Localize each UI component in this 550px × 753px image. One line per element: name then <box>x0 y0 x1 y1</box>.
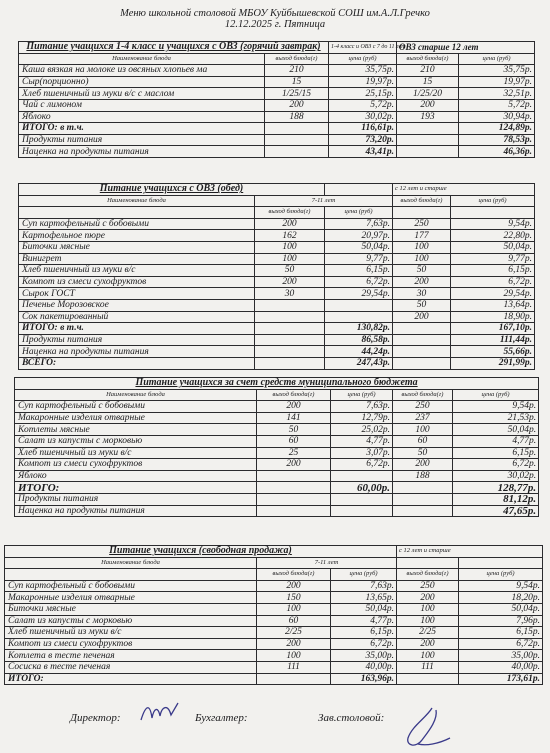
price: 18,90р. <box>451 311 535 323</box>
table-row <box>15 447 539 459</box>
markup-label: Наценка на продукты питания <box>19 346 255 358</box>
col-out-header: выход блюда(г) <box>257 389 331 401</box>
total-value: 163,96р. <box>331 673 397 685</box>
free-sale-group1: 7-11 лет <box>257 557 397 569</box>
price <box>331 470 393 482</box>
total-label: ИТОГО: <box>5 673 257 685</box>
table-row <box>19 218 535 230</box>
portion-weight: 100 <box>255 241 325 253</box>
products-label: Продукты питания <box>19 334 255 346</box>
markup-value: 43,41р. <box>329 146 397 158</box>
price: 19,97р. <box>459 76 535 88</box>
dish-name: Макаронные изделия отварные <box>15 412 257 424</box>
grand-total-value: 291,99р. <box>451 357 535 369</box>
portion-weight: 210 <box>265 65 329 77</box>
price: 32,51р. <box>459 88 535 100</box>
portion-weight: 111 <box>257 661 331 673</box>
dish-name: Хлеб пшеничный из муки в/с <box>15 447 257 459</box>
school-title: Меню школьной столовой МБОУ Куйбышевской СОШ им.А.Л.Гречко <box>120 8 430 19</box>
price: 22,80р. <box>451 230 535 242</box>
grand-total-label: ВСЕГО: <box>19 357 255 369</box>
portion-weight: 60 <box>257 435 331 447</box>
products-label: Продукты питания <box>15 493 257 505</box>
dish-name: Суп картофельный с бобовыми <box>5 580 257 592</box>
price: 6,72р. <box>325 276 393 288</box>
portion-weight: 30 <box>255 288 325 300</box>
menu-date: 12.12.2025 г. Пятница <box>224 19 326 30</box>
table-row <box>5 592 543 604</box>
portion-weight: 200 <box>393 459 453 471</box>
price <box>325 299 393 311</box>
lunch-table <box>18 183 535 370</box>
price: 6,15р. <box>331 627 397 639</box>
portion-weight: 200 <box>255 218 325 230</box>
price: 50,04р. <box>459 603 543 615</box>
table-row <box>15 424 539 436</box>
portion-weight: 200 <box>257 638 331 650</box>
portion-weight: 100 <box>393 241 451 253</box>
price <box>325 311 393 323</box>
price: 7,63р. <box>331 401 393 413</box>
portion-weight: 200 <box>397 638 459 650</box>
portion-weight: 162 <box>255 230 325 242</box>
dish-name: Хлеб пшеничный из муки в/с с маслом <box>19 88 265 100</box>
total-value: 116,61р. <box>329 123 397 135</box>
canteen-head-signature <box>398 700 458 750</box>
col-price-header: цена (руб) <box>331 569 397 581</box>
portion-weight: 50 <box>393 265 451 277</box>
price: 6,72р. <box>459 638 543 650</box>
price: 6,72р. <box>331 459 393 471</box>
breakfast-group2: ОВЗ старше 12 лет <box>397 42 535 54</box>
markup-value: 47,65р. <box>453 505 539 517</box>
municipal-table <box>14 377 539 517</box>
price: 35,00р. <box>459 650 543 662</box>
price: 40,00р. <box>331 661 397 673</box>
accountant-label: Бухгалтер: <box>195 712 248 724</box>
municipal-title: Питание учащихся за счет средств муниципального бюджета <box>15 378 539 390</box>
price: 9,77р. <box>451 253 535 265</box>
table-row <box>15 435 539 447</box>
portion-weight: 50 <box>257 424 331 436</box>
table-row <box>15 401 539 413</box>
price: 5,72р. <box>459 99 535 111</box>
price: 7,96р. <box>459 615 543 627</box>
markup-value: 46,36р. <box>459 146 535 158</box>
table-row <box>15 412 539 424</box>
dish-name: Компот из смеси сухофруктов <box>15 459 257 471</box>
canteen-head-label: Зав.столовой: <box>318 712 385 724</box>
lunch-group2: с 12 лет и старше <box>393 184 535 196</box>
dish-name: Салат из капусты с морковью <box>15 435 257 447</box>
dish-name: Котлеты мясные <box>15 424 257 436</box>
lunch-title: Питание учащихся с ОВЗ (обед) <box>19 184 325 196</box>
price: 25,15р. <box>329 88 397 100</box>
portion-weight: 1/25/20 <box>397 88 459 100</box>
table-row <box>19 265 535 277</box>
portion-weight <box>255 311 325 323</box>
portion-weight: 200 <box>393 276 451 288</box>
portion-weight: 250 <box>393 401 453 413</box>
price: 6,15р. <box>459 627 543 639</box>
dish-name: Хлеб пшеничный из муки в/с <box>5 627 257 639</box>
price: 30,02р. <box>453 470 539 482</box>
table-row <box>5 615 543 627</box>
markup-label: Наценка на продукты питания <box>19 146 265 158</box>
total-value: 130,82р. <box>325 323 393 335</box>
lunch-group1: 7-11 лет <box>255 195 393 207</box>
portion-weight: 2/25 <box>397 627 459 639</box>
price: 4,77р. <box>331 615 397 627</box>
table-row <box>19 65 535 77</box>
portion-weight <box>257 470 331 482</box>
portion-weight: 100 <box>255 253 325 265</box>
col-out-header: выход блюда(г) <box>255 207 325 219</box>
director-signature <box>138 700 184 726</box>
markup-label: Наценка на продукты питания <box>15 505 257 517</box>
portion-weight: 50 <box>393 299 451 311</box>
price: 4,77р. <box>453 435 539 447</box>
total-label: ИТОГО: в т.ч. <box>19 123 265 135</box>
table-row <box>15 459 539 471</box>
col-out-header: выход блюда(г) <box>397 53 459 65</box>
table-row <box>19 230 535 242</box>
price: 35,75р. <box>329 65 397 77</box>
price: 29,54р. <box>451 288 535 300</box>
price: 21,53р. <box>453 412 539 424</box>
portion-weight: 200 <box>397 592 459 604</box>
col-price-header: цена (руб) <box>459 53 535 65</box>
portion-weight: 60 <box>257 615 331 627</box>
products-value: 78,53р. <box>459 134 535 146</box>
products-value: 86,58р. <box>325 334 393 346</box>
free-sale-table <box>4 545 543 685</box>
dish-name: Картофельное пюре <box>19 230 255 242</box>
dish-name: Биточки мясные <box>5 603 257 615</box>
price: 3,07р. <box>331 447 393 459</box>
col-out-header: выход блюда(г) <box>393 389 453 401</box>
total-value: 124,89р. <box>459 123 535 135</box>
price: 50,04р. <box>451 241 535 253</box>
dish-name: Каша вязкая на молоке из овсяных хлопьев ма <box>19 65 265 77</box>
price: 7,63р. <box>331 580 397 592</box>
col-out-header: выход блюда(г) <box>393 195 451 207</box>
table-row <box>5 603 543 615</box>
price: 25,02р. <box>331 424 393 436</box>
products-value: 111,44р. <box>451 334 535 346</box>
col-out-header: выход блюда(г) <box>265 53 329 65</box>
col-price-header: цена (руб) <box>453 389 539 401</box>
price: 50,04р. <box>325 241 393 253</box>
portion-weight: 50 <box>255 265 325 277</box>
total-label: ИТОГО: <box>15 482 257 494</box>
portion-weight: 100 <box>397 603 459 615</box>
col-name-header: Наименование блюда <box>19 195 255 207</box>
portion-weight: 200 <box>397 99 459 111</box>
table-row <box>5 650 543 662</box>
price: 9,54р. <box>453 401 539 413</box>
col-price-header: цена (руб) <box>451 195 535 207</box>
col-out-header: выход блюда(г) <box>257 569 331 581</box>
price: 5,72р. <box>329 99 397 111</box>
price: 19,97р. <box>329 76 397 88</box>
markup-value: 44,24р. <box>325 346 393 358</box>
director-label: Директор: <box>70 712 121 724</box>
col-price-header: цена (руб) <box>325 207 393 219</box>
dish-name: Сосиска в тесте печеная <box>5 661 257 673</box>
price: 9,54р. <box>451 218 535 230</box>
breakfast-title: Питание учащихся 1-4 класс и учащихся с ОВЗ (горячий завтрак) <box>19 42 329 54</box>
table-row <box>19 99 535 111</box>
portion-weight: 100 <box>257 650 331 662</box>
price: 9,77р. <box>325 253 393 265</box>
portion-weight: 150 <box>257 592 331 604</box>
dish-name: Салат из капусты с морковью <box>5 615 257 627</box>
col-price-header: цена (руб) <box>329 53 397 65</box>
portion-weight: 15 <box>397 76 459 88</box>
table-row <box>19 299 535 311</box>
dish-name: Винигрет <box>19 253 255 265</box>
total-value: 173,61р. <box>459 673 543 685</box>
table-row <box>19 111 535 123</box>
portion-weight: 15 <box>265 76 329 88</box>
dish-name: Хлеб пшеничный из муки в/с <box>19 265 255 277</box>
price: 13,65р. <box>331 592 397 604</box>
price: 6,72р. <box>453 459 539 471</box>
price: 35,00р. <box>331 650 397 662</box>
portion-weight: 50 <box>393 447 453 459</box>
markup-value: 55,66р. <box>451 346 535 358</box>
price: 6,15р. <box>451 265 535 277</box>
price: 30,94р. <box>459 111 535 123</box>
price: 6,15р. <box>325 265 393 277</box>
portion-weight: 100 <box>397 615 459 627</box>
price: 12,79р. <box>331 412 393 424</box>
products-label: Продукты питания <box>19 134 265 146</box>
portion-weight: 200 <box>393 311 451 323</box>
dish-name: Сырок ГОСТ <box>19 288 255 300</box>
table-row <box>19 253 535 265</box>
portion-weight: 250 <box>397 580 459 592</box>
table-row <box>19 76 535 88</box>
dish-name: Компот из смеси сухофруктов <box>5 638 257 650</box>
portion-weight: 200 <box>257 580 331 592</box>
table-row <box>19 276 535 288</box>
col-price-header: цена (руб) <box>331 389 393 401</box>
breakfast-table <box>18 41 535 158</box>
total-label: ИТОГО: в т.ч. <box>19 323 255 335</box>
dish-name: Печенье Морозовское <box>19 299 255 311</box>
table-row <box>15 470 539 482</box>
portion-weight: 188 <box>393 470 453 482</box>
dish-name: Сыр(порционно) <box>19 76 265 88</box>
price: 6,72р. <box>331 638 397 650</box>
table-row <box>5 627 543 639</box>
price: 6,15р. <box>453 447 539 459</box>
price: 13,64р. <box>451 299 535 311</box>
price: 9,54р. <box>459 580 543 592</box>
price: 50,04р. <box>453 424 539 436</box>
dish-name: Яблоко <box>15 470 257 482</box>
dish-name: Сок пакетированный <box>19 311 255 323</box>
price: 18,20р. <box>459 592 543 604</box>
dish-name: Котлета в тесте печеная <box>5 650 257 662</box>
col-name-header: Наименование блюда <box>5 557 257 569</box>
table-row <box>5 638 543 650</box>
dish-name: Суп картофельный с бобовыми <box>19 218 255 230</box>
dish-name: Биточки мясные <box>19 241 255 253</box>
total-value: 60,00р. <box>331 482 393 494</box>
price: 29,54р. <box>325 288 393 300</box>
portion-weight: 210 <box>397 65 459 77</box>
free-sale-title: Питание учащихся (свободная продажа) <box>5 546 397 558</box>
portion-weight: 193 <box>397 111 459 123</box>
portion-weight: 60 <box>393 435 453 447</box>
portion-weight: 1/25/15 <box>265 88 329 100</box>
portion-weight: 200 <box>255 276 325 288</box>
portion-weight: 100 <box>393 424 453 436</box>
price: 40,00р. <box>459 661 543 673</box>
portion-weight: 200 <box>257 401 331 413</box>
portion-weight <box>255 299 325 311</box>
dish-name: Яблоко <box>19 111 265 123</box>
portion-weight: 100 <box>393 253 451 265</box>
portion-weight: 100 <box>257 603 331 615</box>
price: 7,63р. <box>325 218 393 230</box>
total-value: 128,77р. <box>453 482 539 494</box>
portion-weight: 30 <box>393 288 451 300</box>
total-value: 167,10р. <box>451 323 535 335</box>
grand-total-value: 247,43р. <box>325 357 393 369</box>
table-row <box>19 288 535 300</box>
price: 4,77р. <box>331 435 393 447</box>
portion-weight: 177 <box>393 230 451 242</box>
price: 30,02р. <box>329 111 397 123</box>
portion-weight: 141 <box>257 412 331 424</box>
table-row <box>5 580 543 592</box>
products-value: 81,12р. <box>453 493 539 505</box>
free-sale-group2: с 12 лет и старше <box>397 546 543 558</box>
col-name-header: Наименование блюда <box>15 389 257 401</box>
col-price-header: цена (руб) <box>459 569 543 581</box>
dish-name: Чай с лимоном <box>19 99 265 111</box>
dish-name: Суп картофельный с бобовыми <box>15 401 257 413</box>
table-row <box>19 241 535 253</box>
portion-weight: 188 <box>265 111 329 123</box>
portion-weight: 200 <box>257 459 331 471</box>
price: 20,97р. <box>325 230 393 242</box>
table-row <box>5 661 543 673</box>
portion-weight: 2/25 <box>257 627 331 639</box>
dish-name: Макаронные изделия отварные <box>5 592 257 604</box>
portion-weight: 100 <box>397 650 459 662</box>
products-value: 73,20р. <box>329 134 397 146</box>
portion-weight: 25 <box>257 447 331 459</box>
table-row <box>19 88 535 100</box>
price: 35,75р. <box>459 65 535 77</box>
portion-weight: 111 <box>397 661 459 673</box>
portion-weight: 250 <box>393 218 451 230</box>
col-name-header: Наименование блюда <box>19 53 265 65</box>
col-out-header: выход блюда(г) <box>397 569 459 581</box>
price: 50,04р. <box>331 603 397 615</box>
table-row <box>19 311 535 323</box>
breakfast-group1: 1-4 класс и ОВЗ с 7 до 11 лет <box>329 42 397 54</box>
portion-weight: 200 <box>265 99 329 111</box>
dish-name: Компот из смеси сухофруктов <box>19 276 255 288</box>
price: 6,72р. <box>451 276 535 288</box>
portion-weight: 237 <box>393 412 453 424</box>
